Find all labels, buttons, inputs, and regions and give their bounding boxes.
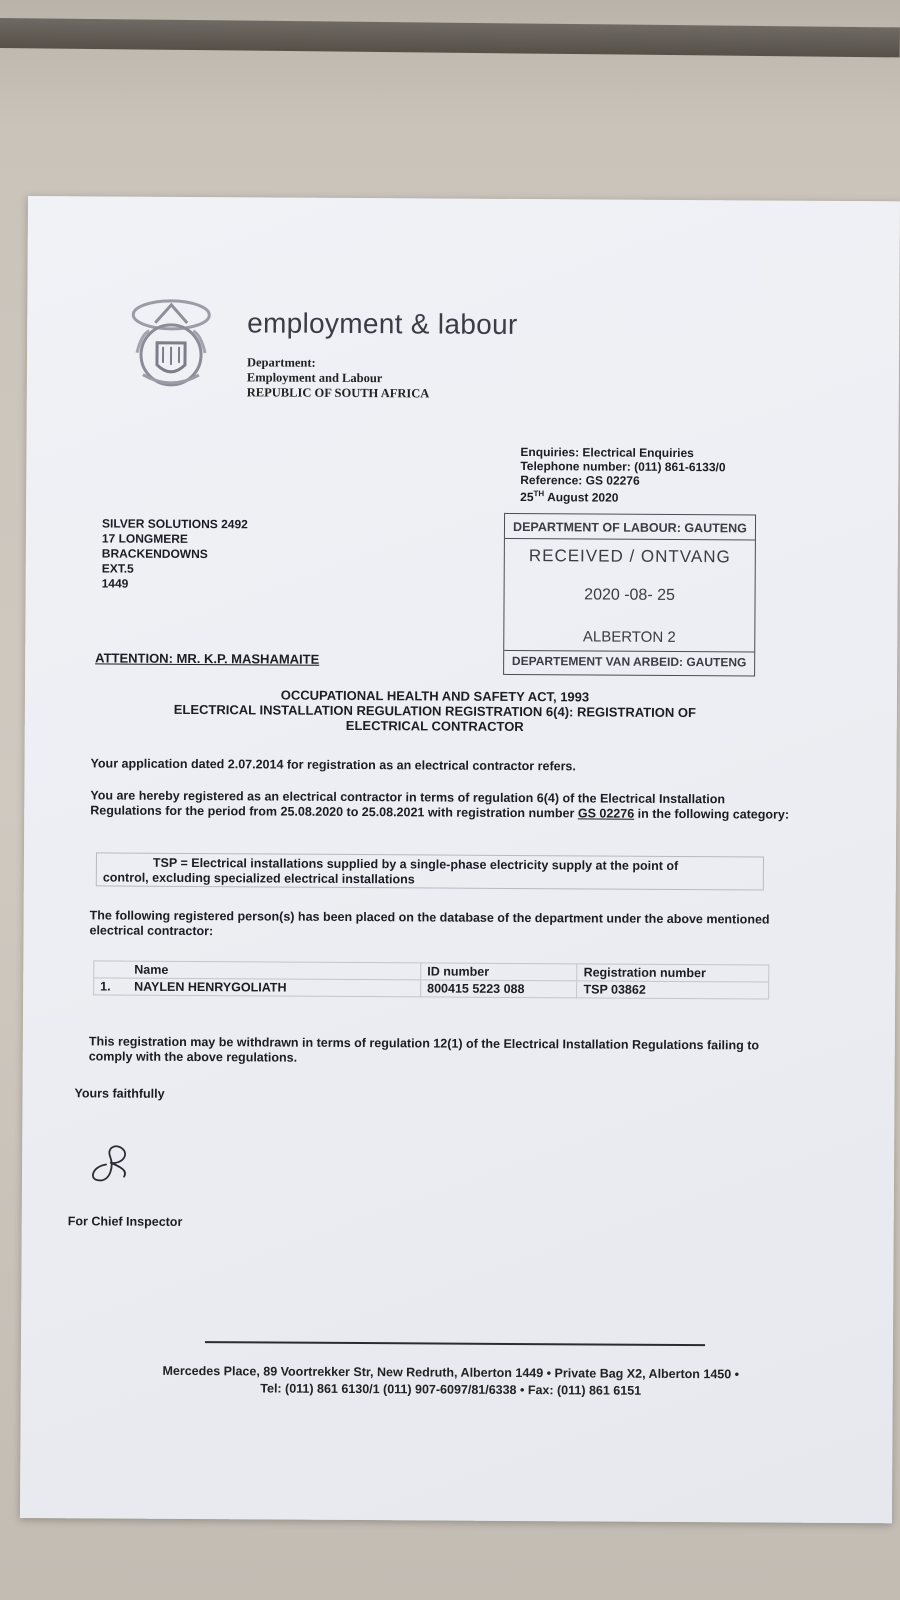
stamp-top: DEPARTMENT OF LABOUR: GAUTENG	[505, 520, 755, 541]
address-line: BRACKENDOWNS	[101, 546, 208, 562]
footer-address	[81, 1362, 821, 1401]
dept-line: Department:	[246, 355, 316, 370]
signature-mark	[84, 1136, 134, 1186]
footer-line: Mercedes Place, 89 Voortrekker Str, New Redruth, Alberton 1449 • Private Bag X2, Alberton 1450 •	[162, 1363, 740, 1382]
telephone-line: Telephone number: (011) 861-6133/0	[520, 459, 726, 475]
table-header-id: ID number	[421, 963, 577, 981]
reference-line: Reference: GS 02276	[520, 473, 640, 488]
subject-line: ELECTRICAL INSTALLATION REGULATION REGISTRATION 6(4): REGISTRATION OF	[173, 701, 696, 721]
category-line: control, excluding specialized electrical installations	[102, 870, 415, 887]
paragraph-application: Your application dated 2.07.2014 for registration as an electrical contractor refers.	[90, 756, 576, 774]
letter-page	[20, 196, 900, 1523]
category-box	[96, 852, 764, 890]
paragraph-database: The following registered person(s) has been placed on the database of the department under the above mentioned electrical contractor:	[89, 908, 770, 939]
row-name: NAYLEN HENRYGOLIATH	[128, 978, 421, 997]
dept-line: Employment and Labour	[246, 370, 383, 386]
paragraph-registration	[90, 788, 790, 822]
table-header-name: Name	[128, 961, 421, 980]
address-line: SILVER SOLUTIONS 2492	[101, 516, 248, 532]
stamp-received: RECEIVED / ONTVANG	[528, 546, 731, 567]
row-id-number: 800415 5223 088	[421, 980, 577, 998]
footer-line: Tel: (011) 861 6130/1 (011) 907-6097/81/6338 • Fax: (011) 861 6151	[260, 1381, 642, 1398]
letter-date	[520, 487, 725, 505]
date-suffix: TH	[533, 489, 545, 499]
letter-subject	[85, 686, 785, 735]
registration-number: GS 02276	[577, 806, 635, 821]
paragraph-withdrawal: This registration may be withdrawn in terms of regulation 12(1) of the Electrical Installation Regulations failing to comply with the above regulations.	[88, 1034, 760, 1065]
subject-line: OCCUPATIONAL HEALTH AND SAFETY ACT, 1993	[280, 687, 590, 705]
recipient-address	[102, 516, 248, 592]
attention-line: ATTENTION: MR. K.P. MASHAMAITE	[95, 650, 320, 667]
category-line: TSP = Electrical installations supplied by a single-phase electricity supply at the point of	[152, 855, 679, 873]
enquiries-block	[520, 445, 726, 505]
address-line: EXT.5	[101, 561, 134, 576]
enquiries-line: Enquiries: Electrical Enquiries	[520, 445, 694, 461]
letterhead-department	[247, 355, 430, 401]
address-line: 17 LONGMERE	[101, 531, 188, 546]
received-stamp	[503, 513, 756, 677]
stamp-place: ALBERTON 2	[582, 628, 676, 646]
stamp-bottom: DEPARTEMENT VAN ARBEID: GAUTENG	[504, 650, 754, 670]
coat-of-arms-icon	[125, 293, 218, 406]
registered-persons-table	[93, 960, 769, 999]
date-day: 25	[520, 490, 534, 505]
stamp-date: 2020 -08- 25	[584, 586, 675, 604]
background-strip	[0, 18, 900, 57]
table-row	[94, 978, 769, 999]
closing-salutation: Yours faithfully	[74, 1086, 165, 1101]
registration-text-end: in the following category:	[634, 806, 790, 822]
table-header-index	[94, 961, 129, 978]
registration-text: You are hereby registered as an electrical contractor in terms of regulation 6(4) of the Electrical Installation Regulations for the period from 25.08.2020 to 25.08.2021 with registration number	[90, 788, 726, 821]
address-line: 1449	[101, 576, 129, 591]
letterhead-brand: employment & labour	[247, 307, 518, 340]
footer-rule	[205, 1341, 705, 1346]
table-header-reg: Registration number	[577, 964, 769, 982]
subject-line: ELECTRICAL CONTRACTOR	[345, 717, 524, 735]
row-index: 1.	[94, 978, 129, 995]
row-registration-number: TSP 03862	[577, 981, 769, 999]
signatory-title: For Chief Inspector	[67, 1214, 183, 1229]
date-rest: August 2020	[544, 490, 619, 505]
dept-line: REPUBLIC OF SOUTH AFRICA	[246, 385, 430, 401]
